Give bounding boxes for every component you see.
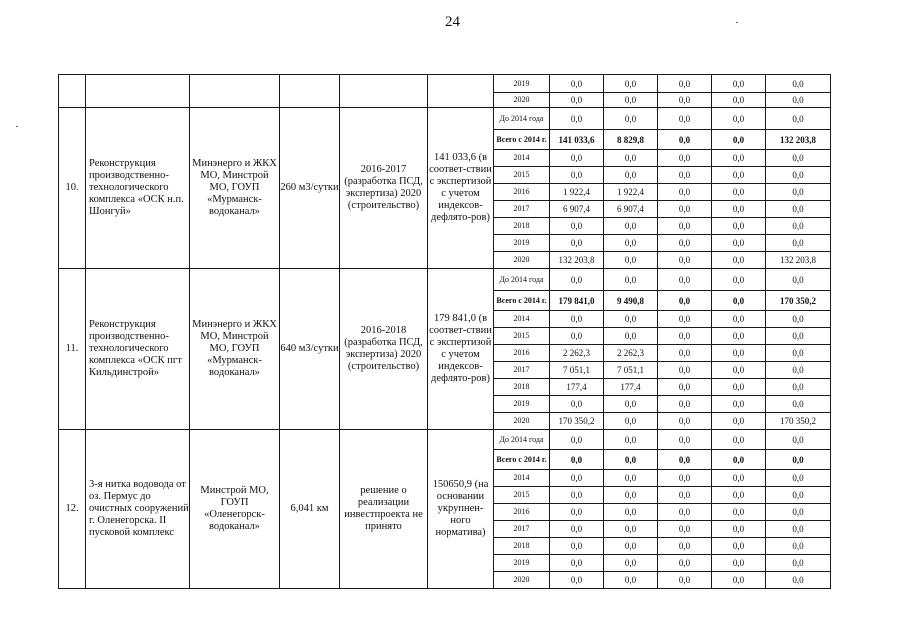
amount-cell: 0,0	[658, 487, 712, 504]
page-number: 24	[445, 14, 460, 30]
amount-cell: 0,0	[712, 108, 766, 130]
amount-cell: 0,0	[766, 269, 831, 291]
year-label: Всего с 2014 г.	[494, 130, 550, 150]
estimated-cost: 179 841,0 (в соответ-ствии с экспертизой с учетом индексов-дефлято-ров)	[428, 269, 494, 430]
period: решение о реализации инвестпроекта не принято	[340, 430, 428, 589]
amount-cell: 177,4	[604, 379, 658, 396]
amount-cell: 0,0	[604, 93, 658, 108]
amount-cell: 0,0	[766, 218, 831, 235]
amount-cell: 0,0	[658, 184, 712, 201]
amount-cell: 0,0	[550, 487, 604, 504]
period: 2016-2018 (разработка ПСД, экспертиза) 2020 (строительство)	[340, 269, 428, 430]
amount-cell: 0,0	[658, 555, 712, 572]
amount-cell: 0,0	[766, 555, 831, 572]
amount-cell: 0,0	[550, 269, 604, 291]
amount-cell: 0,0	[550, 450, 604, 470]
row-number: 12.	[59, 430, 86, 589]
amount-cell: 0,0	[658, 413, 712, 430]
amount-cell: 0,0	[604, 252, 658, 269]
amount-cell: 0,0	[658, 470, 712, 487]
amount-cell: 0,0	[766, 538, 831, 555]
amount-cell: 2 262,3	[604, 345, 658, 362]
amount-cell: 0,0	[658, 328, 712, 345]
amount-cell: 0,0	[550, 572, 604, 589]
amount-cell: 0,0	[604, 396, 658, 413]
year-label: 2020	[494, 572, 550, 589]
amount-cell: 0,0	[658, 150, 712, 167]
amount-cell: 0,0	[658, 201, 712, 218]
amount-cell: 0,0	[712, 184, 766, 201]
year-label: Всего с 2014 г.	[494, 291, 550, 311]
amount-cell: 0,0	[658, 379, 712, 396]
amount-cell: 0,0	[658, 218, 712, 235]
year-label: 2020	[494, 93, 550, 108]
amount-cell: 0,0	[658, 252, 712, 269]
amount-cell: 0,0	[550, 396, 604, 413]
table-row	[59, 108, 831, 130]
amount-cell: 0,0	[550, 521, 604, 538]
amount-cell: 0,0	[550, 555, 604, 572]
amount-cell: 0,0	[712, 379, 766, 396]
row-number: 11.	[59, 269, 86, 430]
amount-cell: 0,0	[712, 235, 766, 252]
amount-cell: 0,0	[712, 487, 766, 504]
year-label: До 2014 года	[494, 269, 550, 291]
amount-cell: 7 051,1	[550, 362, 604, 379]
amount-cell: 0,0	[658, 504, 712, 521]
year-label: 2017	[494, 521, 550, 538]
year-label: 2018	[494, 218, 550, 235]
amount-cell: 0,0	[604, 150, 658, 167]
amount-cell: 0,0	[712, 396, 766, 413]
amount-cell: 0,0	[712, 130, 766, 150]
amount-cell: 0,0	[712, 93, 766, 108]
amount-cell: 0,0	[712, 538, 766, 555]
amount-cell: 0,0	[712, 413, 766, 430]
amount-cell: 0,0	[550, 93, 604, 108]
amount-cell: 0,0	[604, 521, 658, 538]
amount-cell: 0,0	[658, 130, 712, 150]
year-label: 2017	[494, 201, 550, 218]
amount-cell: 0,0	[712, 291, 766, 311]
amount-cell: 0,0	[550, 167, 604, 184]
amount-cell: 0,0	[712, 252, 766, 269]
amount-cell: 0,0	[766, 470, 831, 487]
scan-speck	[736, 22, 738, 23]
amount-cell: 132 203,8	[766, 252, 831, 269]
amount-cell: 0,0	[766, 362, 831, 379]
amount-cell: 0,0	[712, 201, 766, 218]
amount-cell: 0,0	[766, 108, 831, 130]
year-label: 2019	[494, 75, 550, 93]
year-label: 2016	[494, 345, 550, 362]
year-label: До 2014 года	[494, 430, 550, 450]
customer: Минэнерго и ЖКХ МО, Минстрой МО, ГОУП «Мурманск-водоканал»	[190, 269, 280, 430]
amount-cell: 0,0	[550, 235, 604, 252]
year-label: 2018	[494, 538, 550, 555]
amount-cell: 0,0	[604, 108, 658, 130]
amount-cell: 0,0	[604, 235, 658, 252]
amount-cell: 0,0	[658, 521, 712, 538]
year-label: 2015	[494, 328, 550, 345]
amount-cell: 0,0	[604, 572, 658, 589]
amount-cell: 0,0	[766, 572, 831, 589]
capacity: 6,041 км	[280, 430, 340, 589]
continuation-cell	[59, 75, 86, 108]
amount-cell: 0,0	[550, 108, 604, 130]
project-name: Реконструкция производственно-технологического комплекса «ОСК н.п. Шонгуй»	[86, 108, 190, 269]
amount-cell: 0,0	[766, 521, 831, 538]
amount-cell: 0,0	[712, 167, 766, 184]
amount-cell: 132 203,8	[550, 252, 604, 269]
amount-cell: 0,0	[550, 150, 604, 167]
amount-cell: 0,0	[604, 269, 658, 291]
amount-cell: 0,0	[604, 311, 658, 328]
year-label: 2017	[494, 362, 550, 379]
table-row	[59, 75, 831, 93]
continuation-cell	[428, 75, 494, 108]
amount-cell: 0,0	[604, 328, 658, 345]
amount-cell: 0,0	[550, 470, 604, 487]
amount-cell: 0,0	[550, 504, 604, 521]
amount-cell: 0,0	[604, 538, 658, 555]
amount-cell: 0,0	[550, 328, 604, 345]
amount-cell: 0,0	[604, 555, 658, 572]
amount-cell: 132 203,8	[766, 130, 831, 150]
amount-cell: 179 841,0	[550, 291, 604, 311]
amount-cell: 0,0	[604, 75, 658, 93]
amount-cell: 7 051,1	[604, 362, 658, 379]
amount-cell: 0,0	[766, 235, 831, 252]
amount-cell: 0,0	[766, 201, 831, 218]
amount-cell: 0,0	[766, 379, 831, 396]
amount-cell: 0,0	[766, 504, 831, 521]
year-label: 2019	[494, 555, 550, 572]
year-label: 2014	[494, 150, 550, 167]
customer: Минэнерго и ЖКХ МО, Минстрой МО, ГОУП «Мурманск-водоканал»	[190, 108, 280, 269]
amount-cell: 0,0	[658, 235, 712, 252]
amount-cell: 0,0	[766, 450, 831, 470]
amount-cell: 0,0	[658, 430, 712, 450]
amount-cell: 0,0	[658, 538, 712, 555]
amount-cell: 0,0	[766, 75, 831, 93]
amount-cell: 8 829,8	[604, 130, 658, 150]
continuation-cell	[340, 75, 428, 108]
amount-cell: 0,0	[712, 328, 766, 345]
amount-cell: 170 350,2	[550, 413, 604, 430]
amount-cell: 0,0	[712, 345, 766, 362]
amount-cell: 0,0	[604, 218, 658, 235]
customer: Минстрой МО, ГОУП «Оленегорск-водоканал»	[190, 430, 280, 589]
amount-cell: 0,0	[658, 75, 712, 93]
project-name: Реконструкция производственно-технологического комплекса «ОСК пгт Кильдинстрой»	[86, 269, 190, 430]
amount-cell: 0,0	[658, 572, 712, 589]
amount-cell: 0,0	[712, 311, 766, 328]
amount-cell: 0,0	[604, 504, 658, 521]
amount-cell: 0,0	[766, 328, 831, 345]
amount-cell: 9 490,8	[604, 291, 658, 311]
amount-cell: 0,0	[604, 450, 658, 470]
amount-cell: 0,0	[604, 487, 658, 504]
row-number: 10.	[59, 108, 86, 269]
amount-cell: 0,0	[766, 150, 831, 167]
table-row	[59, 269, 831, 291]
amount-cell: 0,0	[658, 167, 712, 184]
amount-cell: 0,0	[604, 167, 658, 184]
amount-cell: 0,0	[712, 504, 766, 521]
amount-cell: 0,0	[658, 269, 712, 291]
continuation-cell	[86, 75, 190, 108]
year-label: 2014	[494, 470, 550, 487]
continuation-cell	[190, 75, 280, 108]
amount-cell: 170 350,2	[766, 291, 831, 311]
amount-cell: 0,0	[712, 521, 766, 538]
capacity: 640 м3/сутки	[280, 269, 340, 430]
year-label: До 2014 года	[494, 108, 550, 130]
estimated-cost: 150650,9 (на основании укрупнен-ного норматива)	[428, 430, 494, 589]
amount-cell: 0,0	[766, 487, 831, 504]
amount-cell: 0,0	[658, 450, 712, 470]
amount-cell: 0,0	[712, 450, 766, 470]
year-label: 2014	[494, 311, 550, 328]
amount-cell: 0,0	[712, 572, 766, 589]
amount-cell: 0,0	[550, 311, 604, 328]
year-label: 2016	[494, 184, 550, 201]
amount-cell: 0,0	[712, 362, 766, 379]
amount-cell: 0,0	[712, 150, 766, 167]
amount-cell: 0,0	[604, 470, 658, 487]
amount-cell: 0,0	[550, 75, 604, 93]
estimated-cost: 141 033,6 (в соответ-ствии с экспертизой с учетом индексов-дефлято-ров)	[428, 108, 494, 269]
amount-cell: 177,4	[550, 379, 604, 396]
year-label: 2020	[494, 413, 550, 430]
project-name: 3-я нитка водовода от оз. Пермус до очистных сооружений г. Оленегорска. II пусковой комплекс	[86, 430, 190, 589]
amount-cell: 0,0	[550, 430, 604, 450]
amount-cell: 170 350,2	[766, 413, 831, 430]
amount-cell: 0,0	[658, 108, 712, 130]
amount-cell: 0,0	[604, 413, 658, 430]
year-label: 2018	[494, 379, 550, 396]
amount-cell: 0,0	[766, 167, 831, 184]
scan-speck	[16, 126, 18, 127]
year-label: 2015	[494, 167, 550, 184]
amount-cell: 6 907,4	[550, 201, 604, 218]
amount-cell: 0,0	[766, 396, 831, 413]
continuation-cell	[280, 75, 340, 108]
year-label: 2016	[494, 504, 550, 521]
amount-cell: 0,0	[766, 430, 831, 450]
amount-cell: 1 922,4	[550, 184, 604, 201]
amount-cell: 0,0	[550, 538, 604, 555]
amount-cell: 0,0	[658, 93, 712, 108]
amount-cell: 141 033,6	[550, 130, 604, 150]
amount-cell: 0,0	[712, 269, 766, 291]
amount-cell: 0,0	[658, 396, 712, 413]
amount-cell: 0,0	[766, 184, 831, 201]
amount-cell: 0,0	[604, 430, 658, 450]
period: 2016-2017 (разработка ПСД, экспертиза) 2020 (строительство)	[340, 108, 428, 269]
amount-cell: 0,0	[658, 362, 712, 379]
amount-cell: 0,0	[766, 311, 831, 328]
year-label: 2020	[494, 252, 550, 269]
year-label: 2019	[494, 396, 550, 413]
year-label: Всего с 2014 г.	[494, 450, 550, 470]
amount-cell: 0,0	[766, 93, 831, 108]
amount-cell: 0,0	[658, 311, 712, 328]
amount-cell: 0,0	[712, 430, 766, 450]
amount-cell: 0,0	[658, 291, 712, 311]
capacity: 260 м3/сутки	[280, 108, 340, 269]
year-label: 2019	[494, 235, 550, 252]
amount-cell: 0,0	[550, 218, 604, 235]
amount-cell: 0,0	[766, 345, 831, 362]
amount-cell: 0,0	[712, 75, 766, 93]
amount-cell: 0,0	[712, 555, 766, 572]
amount-cell: 1 922,4	[604, 184, 658, 201]
table-row	[59, 430, 831, 450]
amount-cell: 0,0	[712, 470, 766, 487]
amount-cell: 6 907,4	[604, 201, 658, 218]
amount-cell: 0,0	[712, 218, 766, 235]
investment-projects-table	[58, 74, 831, 589]
amount-cell: 0,0	[658, 345, 712, 362]
amount-cell: 2 262,3	[550, 345, 604, 362]
year-label: 2015	[494, 487, 550, 504]
